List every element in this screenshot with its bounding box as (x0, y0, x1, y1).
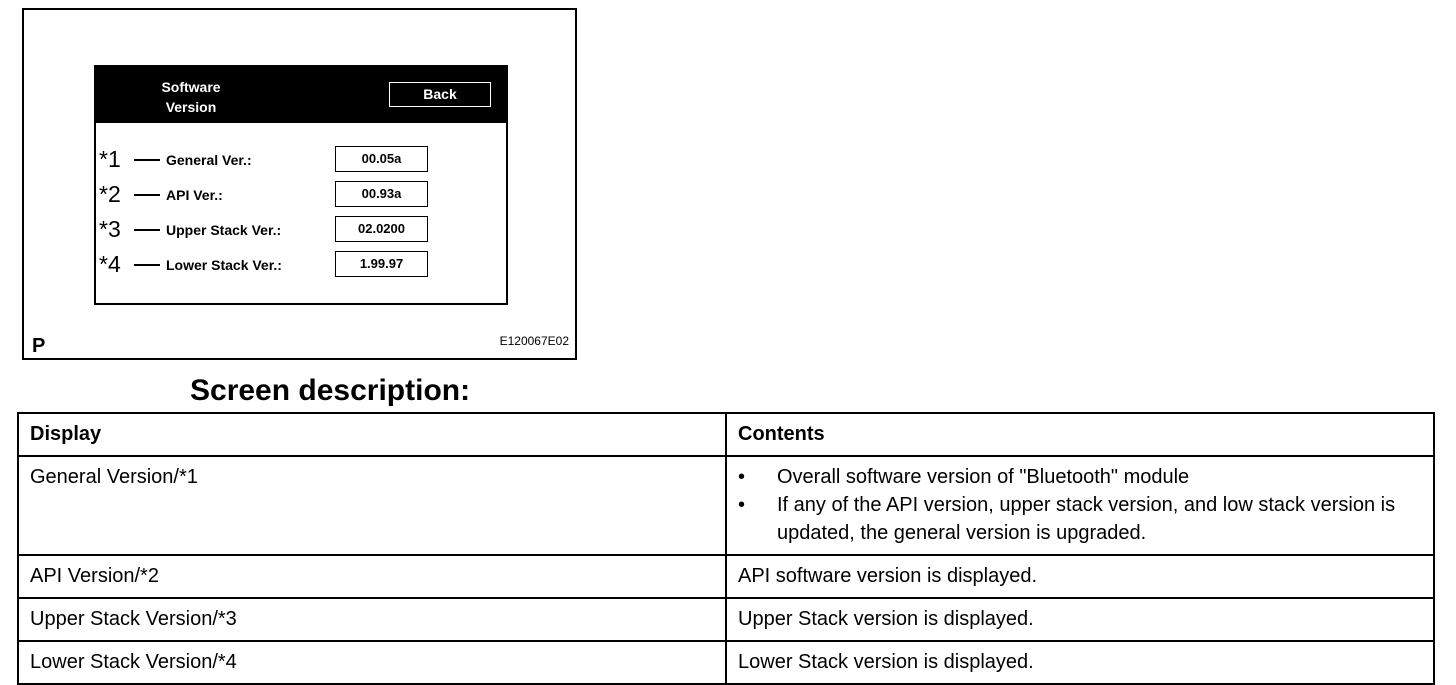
callout-line (134, 194, 160, 196)
column-header-display: Display (18, 413, 726, 456)
callout-line (134, 159, 160, 161)
screen-illustration (22, 8, 577, 360)
table-row (18, 456, 1434, 555)
table-row (18, 598, 1434, 641)
version-value: 02.0200 (335, 216, 428, 242)
software-version-screen (94, 65, 508, 305)
version-label: Lower Stack Ver.: (166, 257, 282, 273)
screen-title-line2: Version (165, 99, 217, 115)
screen-header (96, 67, 506, 123)
back-button[interactable]: Back (389, 82, 491, 107)
bullet-list (738, 463, 1422, 547)
display-cell: Upper Stack Version/*3 (18, 598, 726, 641)
callout-marker: *1 (99, 146, 121, 172)
callout-line (134, 229, 160, 231)
version-label: General Ver.: (166, 152, 252, 168)
contents-cell: Lower Stack version is displayed. (726, 641, 1434, 684)
version-value: 1.99.97 (335, 251, 428, 277)
callout-marker: *2 (99, 181, 121, 207)
display-cell: API Version/*2 (18, 555, 726, 598)
display-cell: Lower Stack Version/*4 (18, 641, 726, 684)
version-row-general (99, 146, 439, 172)
callout-line (134, 264, 160, 266)
contents-cell (726, 456, 1434, 555)
screen-title (136, 77, 246, 117)
contents-cell: API software version is displayed. (726, 555, 1434, 598)
section-heading: Screen description: (190, 374, 471, 407)
contents-cell: Upper Stack version is displayed. (726, 598, 1434, 641)
version-row-lower-stack (99, 251, 439, 277)
version-value: 00.93a (335, 181, 428, 207)
table-row (18, 641, 1434, 684)
table-row (18, 555, 1434, 598)
version-label: Upper Stack Ver.: (166, 222, 282, 238)
bullet-item: • If any of the API version, upper stack version, and low stack version is updated, the general version is upgraded. (738, 491, 1422, 547)
version-label: API Ver.: (166, 187, 223, 203)
callout-marker: *3 (99, 216, 121, 242)
version-row-api (99, 181, 439, 207)
version-value: 00.05a (335, 146, 428, 172)
description-table (17, 412, 1435, 685)
display-cell: General Version/*1 (18, 456, 726, 555)
figure-code: E120067E02 (499, 334, 569, 348)
figure-letter: P (32, 335, 46, 357)
table-header-row (18, 413, 1434, 456)
column-header-contents: Contents (726, 413, 1434, 456)
screen-title-line1: Software (161, 79, 221, 95)
version-row-upper-stack (99, 216, 439, 242)
bullet-item: • Overall software version of "Bluetooth" module (738, 463, 1422, 491)
callout-marker: *4 (99, 251, 121, 277)
